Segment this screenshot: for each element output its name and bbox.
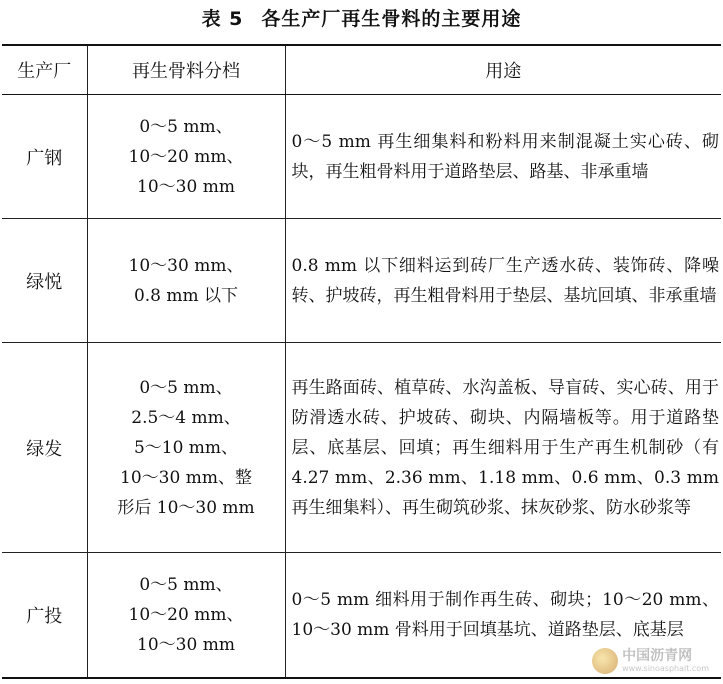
use-cell: 再生路面砖、植草砖、水沟盖板、导盲砖、实心砖、用于防滑透水砖、护坡砖、砌块、内隔墙板等。用于道路垫层、底基层、回填；再生细料用于生产再生机制砂（有 4.27 mm、2.36 mm、1.18 mm、0.6 mm、0.3 mm 再生细集料）、再生砌筑砂浆、抹灰砂浆、防水砂浆等	[285, 343, 721, 553]
use-cell: 0.8 mm 以下细料运到砖厂生产透水砖、装饰砖、降噪转、护坡砖，再生粗骨料用于垫层、基坑回填、非承重墙	[285, 219, 721, 343]
table-row	[2, 219, 721, 343]
spec-line: 0.8 mm 以下	[133, 285, 239, 306]
spec-line: 0～5 mm、	[139, 574, 233, 595]
spec-line: 2.5～4 mm、	[131, 407, 241, 428]
spec-line: 形后 10～30 mm	[117, 497, 255, 518]
table-row	[2, 95, 721, 219]
spec-line: 10～20 mm、	[128, 604, 244, 625]
header-use: 用途	[285, 45, 721, 95]
table-number: 表 5	[201, 8, 244, 30]
table-row	[2, 343, 721, 553]
spec-cell	[87, 219, 285, 343]
use-cell: 0～5 mm 细料用于制作再生砖、砌块；10～20 mm、10～30 mm 骨料用于回填基坑、道路垫层、底基层	[285, 553, 721, 678]
use-cell: 0～5 mm 再生细集料和粉料用来制混凝土实心砖、砌块，再生粗骨料用于道路垫层、路基、非承重墙	[285, 95, 721, 219]
recycled-aggregate-table	[2, 44, 721, 679]
plant-cell: 绿悦	[2, 219, 87, 343]
spec-line: 10～30 mm、	[128, 255, 244, 276]
spec-line: 10～30 mm、整	[120, 467, 252, 488]
watermark-name: 中国沥青网	[622, 648, 693, 664]
spec-cell	[87, 343, 285, 553]
header-plant: 生产厂	[2, 45, 87, 95]
watermark-url: www.sinoasphalt.com	[622, 664, 709, 673]
plant-cell: 绿发	[2, 343, 87, 553]
spec-line: 10～30 mm	[137, 176, 235, 197]
watermark	[592, 648, 709, 674]
table-title: 各生产厂再生骨料的主要用途	[261, 8, 522, 30]
spec-line: 10～30 mm	[137, 634, 235, 655]
spec-cell	[87, 553, 285, 678]
watermark-logo-icon	[592, 648, 618, 674]
table-caption	[0, 4, 723, 31]
header-row	[2, 45, 721, 95]
plant-cell: 广投	[2, 553, 87, 678]
plant-cell: 广钢	[2, 95, 87, 219]
spec-line: 0～5 mm、	[139, 377, 233, 398]
spec-cell	[87, 95, 285, 219]
spec-line: 0～5 mm、	[139, 116, 233, 137]
spec-line: 10～20 mm、	[128, 146, 244, 167]
header-spec: 再生骨料分档	[87, 45, 285, 95]
spec-line: 5～10 mm、	[133, 437, 239, 458]
